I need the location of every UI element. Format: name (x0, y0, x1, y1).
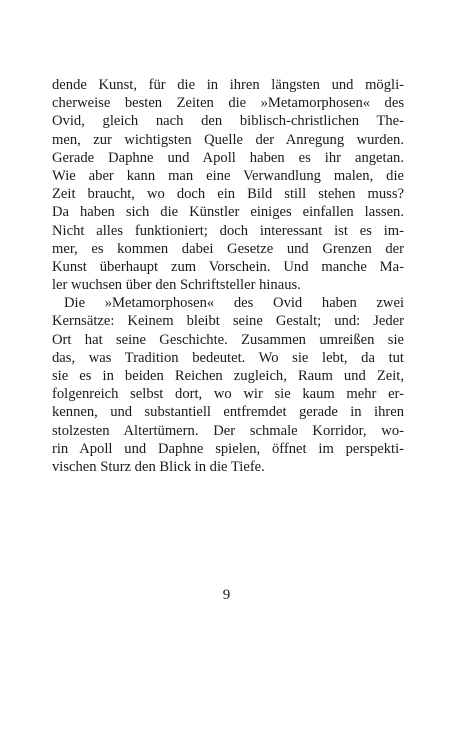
text-line: Zeit braucht, wo doch ein Bild still stehen muss? (52, 186, 404, 203)
text-line: stolzesten Altertümern. Der schmale Korridor, wo- (52, 422, 404, 439)
text-line: Ovid, gleich nach den biblisch-christlichen The- (52, 113, 404, 130)
paragraph (52, 76, 404, 294)
text-line: vischen Sturz den Blick in die Tiefe. (52, 458, 265, 475)
text-line: Nicht alles funktioniert; doch interessant ist es im- (52, 222, 404, 239)
text-line: Die »Metamorphosen« des Ovid haben zwei (64, 295, 404, 312)
text-line: cherweise besten Zeiten die »Metamorphosen« des (52, 95, 404, 112)
text-line: Wie aber kann man eine Verwandlung malen, die (52, 167, 404, 184)
text-line: folgenreich selbst dort, wo wir sie kaum mehr er- (52, 386, 404, 403)
text-line: rin Apoll und Daphne spielen, öffnet im perspekti- (52, 440, 404, 457)
paragraph (52, 294, 404, 476)
text-line: mer, es kommen dabei Gesetze und Grenzen der (52, 240, 404, 257)
text-line: sie es in beiden Reichen zugleich, Raum und Zeit, (52, 368, 404, 384)
text-line: men, zur wichtigsten Quelle der Anregung wurden. (52, 131, 404, 148)
text-line: Da haben sich die Künstler einiges einfallen lassen. (52, 204, 404, 221)
text-line: das, was Tradition bedeutet. Wo sie lebt, da tut (52, 349, 404, 366)
body-text (52, 76, 404, 476)
text-line: dende Kunst, für die in ihren längsten und mögli- (52, 77, 404, 93)
text-line: Gerade Daphne und Apoll haben es ihr angetan. (52, 149, 404, 166)
text-line: Ort hat seine Geschichte. Zusammen umreißen sie (52, 331, 404, 348)
text-line: ler wuchsen über den Schriftsteller hinaus. (52, 277, 301, 294)
text-line: Kunst überhaupt zum Vorschein. Und manche Ma- (52, 258, 404, 275)
text-line: kennen, und substantiell entfremdet gerade in ihren (52, 404, 404, 421)
text-line: Kernsätze: Keinem bleibt seine Gestalt; und: Jeder (52, 313, 404, 330)
page-number: 9 (222, 587, 231, 603)
